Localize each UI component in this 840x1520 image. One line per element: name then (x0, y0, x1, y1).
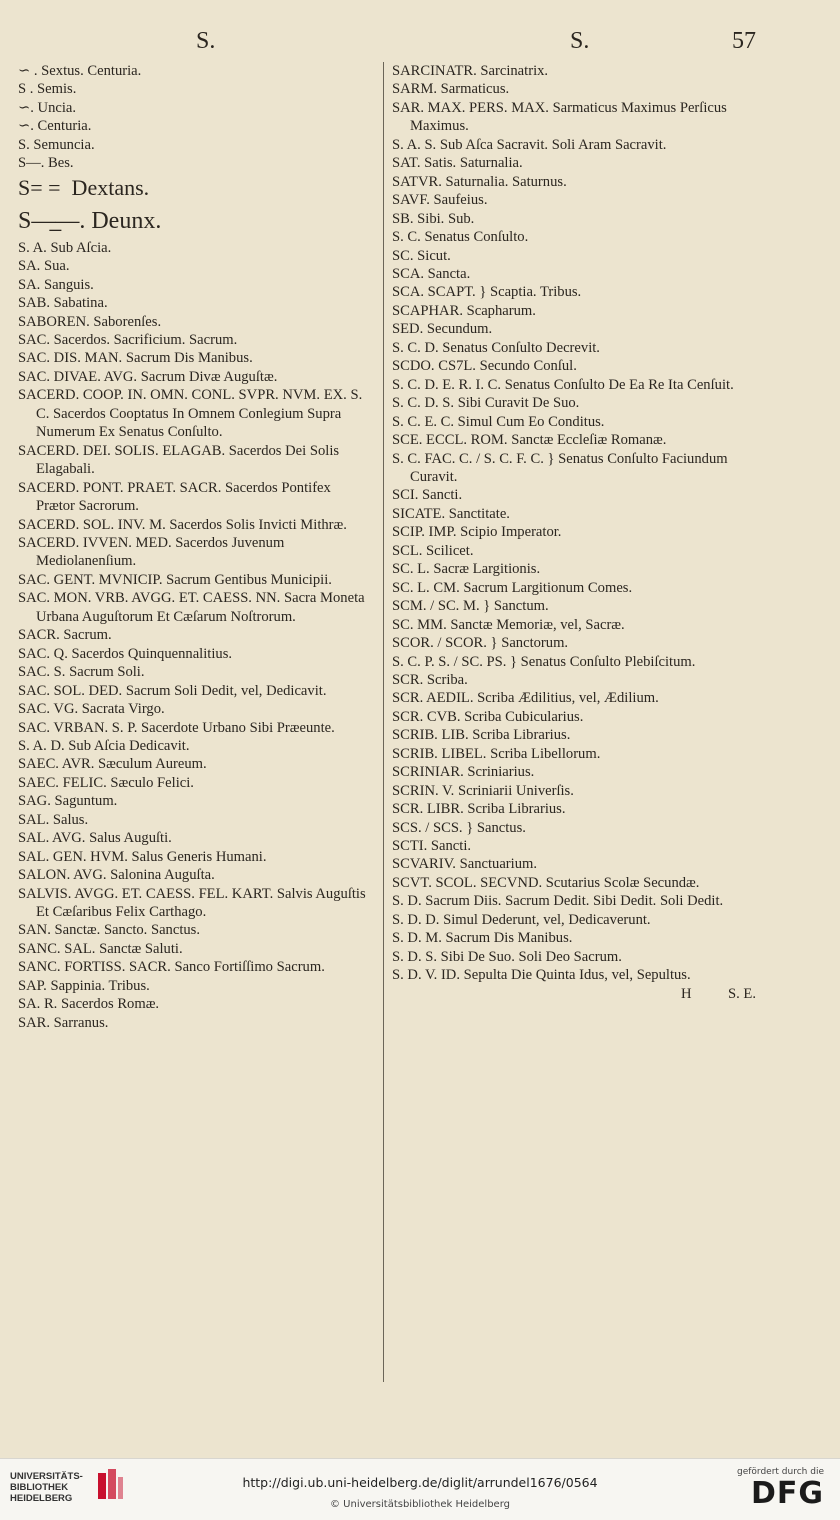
left-column-entry: S—. Bes. (18, 155, 74, 172)
left-column-entry: SAC. GENT. MVNICIP. Sacrum Gentibus Municipii. (18, 571, 332, 588)
left-column-entry: SACERD. IVVEN. MED. Sacerdos Juvenum Mediolanenſium. (18, 534, 288, 570)
left-column-entry: SAR. Sarranus. (18, 1014, 109, 1031)
left-column-entry: SAC. DIVAE. AVG. Sacrum Divæ Auguſtæ. (18, 368, 278, 385)
right-column-entry: S. D. S. Sibi De Suo. Soli Deo Sacrum. (392, 948, 622, 965)
right-column-entry: SCIP. IMP. Scipio Imperator. (392, 524, 562, 541)
left-column-entry: SAC. SOL. DED. Sacrum Soli Dedit, vel, Dedicavit. (18, 682, 327, 699)
right-column-entry: S. D. V. ID. Sepulta Die Quinta Idus, vel, Sepultus. (392, 967, 691, 984)
right-column-entry: SATVR. Saturnalia. Saturnus. (392, 173, 567, 190)
funding-notice[interactable] (714, 1467, 824, 1511)
right-column-entry: S. D. Sacrum Diis. Sacrum Dedit. Sibi Dedit. Soli Dedit. (392, 893, 724, 910)
left-column-entry: SAL. Salus. (18, 811, 89, 828)
right-column-entry: SED. Secundum. (392, 321, 493, 338)
left-column-entry: SANC. SAL. Sanctæ Saluti. (18, 940, 183, 957)
right-column-entry: SAVF. Saufeius. (392, 192, 488, 209)
right-column-entry: SC. L. CM. Sacrum Largitionum Comes. (392, 579, 633, 596)
right-column-entry: SICATE. Sanctitate. (392, 505, 510, 522)
right-column-entry: SC. Sicut. (392, 247, 451, 264)
dfg-logo: DFG (750, 1476, 824, 1511)
library-logo[interactable] (10, 1471, 130, 1511)
left-column-entry: SA. Sua. (18, 258, 70, 275)
right-column-entry: SCA. Sancta. (392, 265, 471, 282)
column-rule (383, 62, 384, 1382)
right-column-entry: SCRIB. LIB. Scriba Librarius. (392, 727, 571, 744)
left-column-entry: SAC. Sacerdos. Sacrificium. Sacrum. (18, 331, 238, 348)
right-column-entry: SCS. / SCS. } Sanctus. (392, 819, 526, 836)
left-column-entry: SACERD. COOP. IN. OMN. CONL. SVPR. NVM. EX. S. C. Sacerdos Cooptatus In Omnem Conlegium Supra Numerum Ex Senatus Conſulto. (18, 387, 366, 441)
right-column-entry: SCR. LIBR. Scriba Librarius. (392, 801, 566, 818)
left-column-entry: SACERD. PONT. PRAET. SACR. Sacerdos Pontifex Prætor Sacrorum. (18, 479, 335, 515)
right-column-entry: SCRINIAR. Scriniarius. (392, 764, 535, 781)
right-column-entry: SARCINATR. Sarcinatrix. (392, 63, 549, 79)
viewer-footer (0, 1458, 840, 1520)
left-column-entry: ∽ . Sextus. Centuria. (18, 63, 142, 79)
left-column-entry: SAC. DIS. MAN. Sacrum Dis Manibus. (18, 350, 253, 367)
left-column-entry: SABOREN. Saborenſes. (18, 313, 162, 330)
left-column-entry: SAEC. FELIC. Sæculo Felici. (18, 774, 194, 791)
left-column (18, 62, 372, 1032)
left-column-entry: SA. R. Sacerdos Romæ. (18, 996, 160, 1013)
left-column-entry: SAC. Q. Sacerdos Quinquennalitius. (18, 645, 233, 662)
left-column-entry: SACR. Sacrum. (18, 627, 112, 644)
left-column-entry: SAC. S. Sacrum Soli. (18, 664, 145, 681)
library-mark-icon (96, 1467, 124, 1501)
left-column-entry: SACERD. SOL. INV. M. Sacerdos Solis Invicti Mithræ. (18, 516, 347, 533)
right-column-entry: SC. MM. Sanctæ Memoriæ, vel, Sacræ. (392, 616, 625, 633)
right-column-entry: SCAPHAR. Scapharum. (392, 302, 536, 319)
library-name-line3: HEIDELBERG (10, 1493, 73, 1504)
right-column-entry: SCVARIV. Sanctuarium. (392, 856, 538, 873)
left-column-entry: S. Semuncia. (18, 136, 95, 153)
left-column-entry: SAN. Sanctæ. Sancto. Sanctus. (18, 922, 201, 939)
right-column-entry: SCR. AEDIL. Scriba Ædilitius, vel, Ædilium. (392, 690, 659, 707)
left-column-entry: SAP. Sappinia. Tribus. (18, 977, 150, 994)
left-column-entry: S= = Dextans. (18, 174, 150, 200)
left-column-entry: SAL. GEN. HVM. Salus Generis Humani. (18, 848, 267, 865)
catchwords: H S. E. (681, 985, 756, 1002)
right-column-entry: SCVT. SCOL. SECVND. Scutarius Scolæ Secundæ. (392, 874, 700, 891)
left-column-entry: SAL. AVG. Salus Auguſti. (18, 830, 172, 847)
right-column-entry: S. D. D. Simul Dederunt, vel, Dedicaverunt. (392, 911, 651, 928)
right-column-entry: S. C. FAC. C. / S. C. F. C. } Senatus Conſulto Faciundum Curavit. (392, 450, 732, 485)
right-column-entry: SC. L. Sacræ Largitionis. (392, 561, 541, 578)
library-name-line1: UNIVERSITÄTS- (10, 1471, 83, 1482)
running-head-left: S. (196, 28, 216, 54)
right-column-entry: SCM. / SC. M. } Sanctum. (392, 598, 549, 615)
left-column-entry: SALVIS. AVGG. ET. CAESS. FEL. KART. Salvis Auguſtis Et Cæſaribus Felix Carthago. (18, 885, 370, 921)
right-column-entry: SCA. SCAPT. } Scaptia. Tribus. (392, 284, 582, 301)
right-column-entry: S. D. M. Sacrum Dis Manibus. (392, 930, 573, 947)
right-column-entry: SCRIB. LIBEL. Scriba Libellorum. (392, 745, 601, 762)
left-column-entry: ∽. Uncia. (18, 99, 77, 116)
right-column-entry: SB. Sibi. Sub. (392, 210, 475, 227)
right-column-entry: SAR. MAX. PERS. MAX. Sarmaticus Maximus Perſicus Maximus. (392, 99, 731, 135)
left-column-entry: SAC. VRBAN. S. P. Sacerdote Urbano Sibi Præeunte. (18, 719, 335, 736)
right-column-entry: SCR. Scriba. (392, 671, 468, 688)
left-column-entry: S . Semis. (18, 81, 77, 98)
right-column-entry: S. A. S. Sub Aſca Sacravit. Soli Aram Sacravit. (392, 136, 667, 153)
right-column-entry: SARM. Sarmaticus. (392, 81, 510, 98)
left-column-entry: SACERD. DEI. SOLIS. ELAGAB. Sacerdos Dei Solis Elagabali. (18, 442, 343, 478)
right-column-entry: S. C. D. Senatus Conſulto Decrevit. (392, 339, 600, 356)
right-column-entry: SCRIN. V. Scriniarii Univerſis. (392, 782, 574, 799)
permalink-url[interactable]: http://digi.ub.uni-heidelberg.de/diglit/arrundel1676/0564 (242, 1475, 598, 1490)
right-column-entry: S. C. E. C. Simul Cum Eo Conditus. (392, 413, 605, 430)
left-column-entry: SAB. Sabatina. (18, 295, 108, 312)
left-column-entry: SALON. AVG. Salonina Auguſta. (18, 867, 215, 884)
right-column-entry: SCTI. Sancti. (392, 838, 472, 855)
left-column-entry: S. A. D. Sub Aſcia Dedicavit. (18, 737, 190, 754)
right-column-entry: SCR. CVB. Scriba Cubicularius. (392, 708, 584, 725)
right-column-entry: S. C. P. S. / SC. PS. } Senatus Conſulto Plebiſcitum. (392, 653, 696, 670)
left-column-entry: S. A. Sub Aſcia. (18, 239, 112, 256)
library-name-line2: BIBLIOTHEK (10, 1482, 69, 1493)
right-column-entry: SCOR. / SCOR. } Sanctorum. (392, 635, 569, 652)
left-column-entry: SA. Sanguis. (18, 276, 94, 293)
right-column-entry: S. C. Senatus Conſulto. (392, 229, 529, 246)
right-column-entry: SCI. Sancti. (392, 487, 463, 504)
left-column-entry: SAG. Saguntum. (18, 793, 118, 810)
left-column-entry: SANC. FORTISS. SACR. Sanco Fortiſſimo Sacrum. (18, 959, 325, 976)
left-column-entry: SAEC. AVR. Sæculum Aureum. (18, 756, 207, 773)
right-column-entry: SCL. Scilicet. (392, 542, 474, 559)
page-number: 57 (732, 28, 756, 54)
right-column (392, 62, 760, 1003)
running-head-middle: S. (570, 28, 590, 54)
right-column-entry: S. C. D. E. R. I. C. Senatus Conſulto De Ea Re Ita Cenſuit. (392, 376, 734, 393)
funding-label: gefördert durch die (737, 1467, 824, 1477)
copyright-notice: © Universitätsbibliothek Heidelberg (329, 1499, 510, 1510)
left-column-entry: SAC. VG. Sacrata Virgo. (18, 701, 165, 718)
left-column-entry: SAC. MON. VRB. AVGG. ET. CAESS. NN. Sacra Moneta Urbana Auguſtorum Et Cæſarum Noſtrorum. (18, 590, 369, 625)
right-column-entry: SCE. ECCL. ROM. Sanctæ Eccleſiæ Romanæ. (392, 432, 667, 449)
right-column-entry: SAT. Satis. Saturnalia. (392, 155, 523, 172)
left-column-entry: ∽. Centuria. (18, 118, 92, 135)
left-column-entry: S—̲—. Deunx. (18, 207, 162, 234)
right-column-entry: S. C. D. S. Sibi Curavit De Suo. (392, 395, 580, 412)
right-column-entry: SCDO. CS7L. Secundo Conſul. (392, 358, 577, 375)
